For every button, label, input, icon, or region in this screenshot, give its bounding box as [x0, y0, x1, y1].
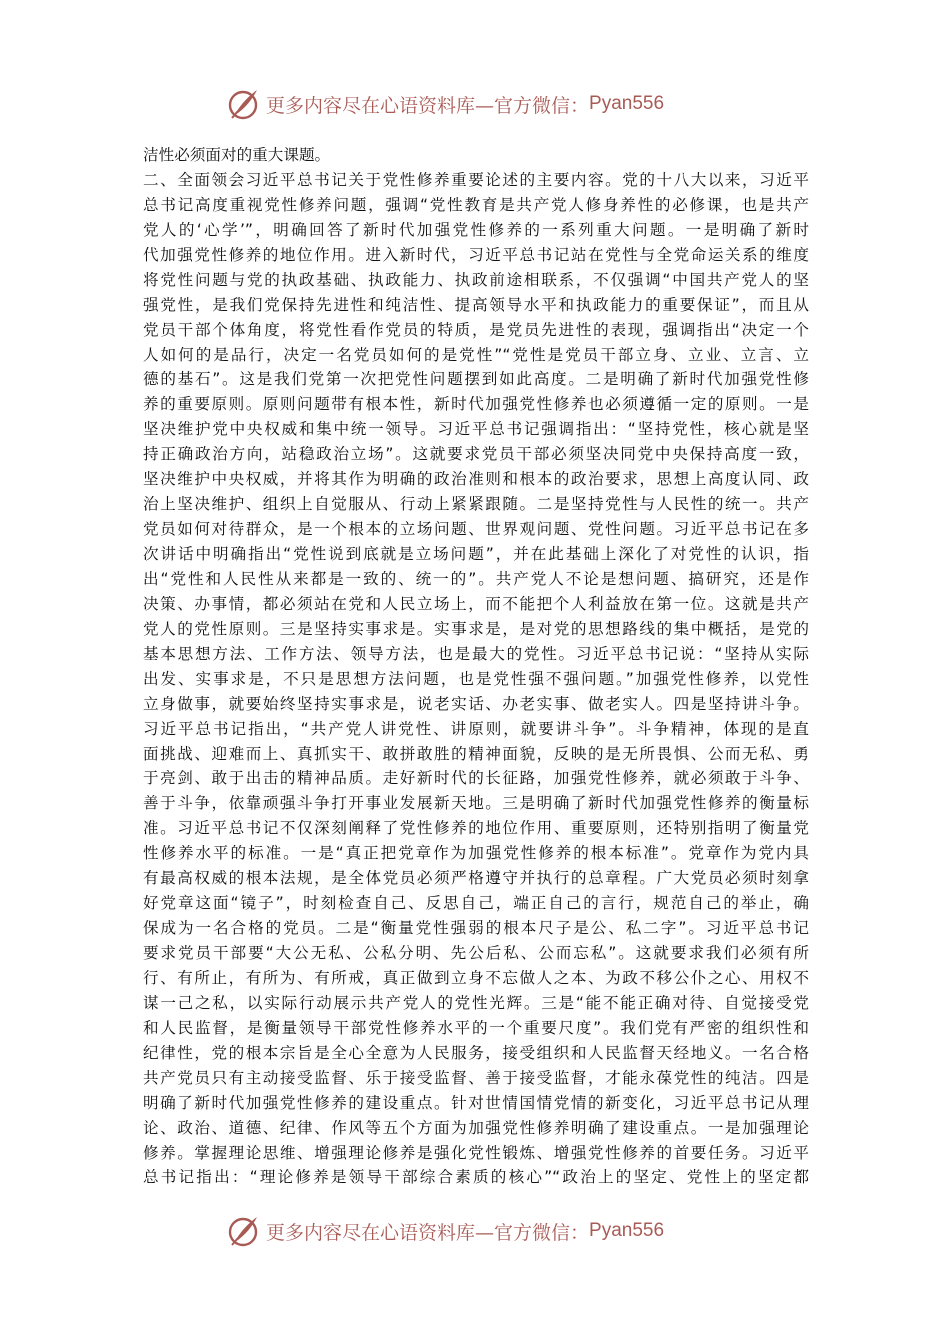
header-wechat-id: Pyan556: [589, 93, 665, 114]
text-line: 治上坚决维护、组织上自觉服从、行动上紧紧跟随。二是坚持党性与人民性的统一。共产: [143, 495, 809, 514]
text-line: 保成为一名合格的党员。二是“衡量党性强弱的根本尺子是公、私二字”。习近平总书记: [143, 919, 809, 938]
document-body: [143, 143, 809, 1190]
text-line: 党员干部个体角度，将党性看作党员的特质，是党员先进性的表现，强调指出“决定一个: [143, 320, 809, 339]
text-line: 决策、办事情，都必须站在党和人民立场上，而不能把个人利益放在第一位。这就是共产: [143, 594, 809, 613]
text-line: 立身做事，就要始终坚持实事求是，说老实话、办老实事、做老实人。四是坚持讲斗争。: [143, 694, 809, 713]
text-line: 论、政治、道德、纪律、作风等五个方面为加强党性修养明确了建设重点。一是加强理论: [143, 1118, 809, 1137]
text-line: 要求党员干部要“大公无私、公私分明、先公后私、公而忘私”。这就要求我们必须有所: [143, 944, 809, 962]
text-line: 准。习近平总书记不仅深刻阐释了党性修养的地位作用、重要原则，还特别指明了衡量党: [143, 819, 809, 838]
text-line: 洁性必须面对的重大课题。: [143, 146, 331, 164]
text-line: 出“党性和人民性从来都是一致的、统一的”。共产党人不论是想问题、搞研究，还是作: [143, 569, 809, 588]
text-line: 性修养水平的标准。一是“真正把党章作为加强党性修养的根本标准”。党章作为党内具: [143, 844, 809, 863]
text-line: 党人的‘心学’”，明确回答了新时代加强党性修养的一系列重大问题。一是明确了新时: [143, 220, 809, 239]
text-line: 总书记高度重视党性修养问题，强调“党性教育是共产党人修身养性的必修课，也是共产: [143, 195, 809, 214]
header-brand-text: 更多内容尽在心语资料库—官方微信：: [266, 94, 590, 117]
footer-wechat-id: Pyan556: [589, 1220, 665, 1241]
text-line: 善于斗争，依靠顽强斗争打开事业发展新天地。三是明确了新时代加强党性修养的衡量标: [143, 794, 809, 813]
text-line: 养的重要原则。原则问题带有根本性，新时代加强党性修养也必须遵循一定的原则。一是: [143, 395, 809, 414]
text-line: 二、全面领会习近平总书记关于党性修养重要论述的主要内容。党的十八大以来，习近平: [143, 170, 809, 189]
text-line: 基本思想方法、工作方法、领导方法，也是最大的党性。习近平总书记说：“坚持从实际: [143, 644, 809, 663]
text-line: 修养。掌握理论思维、增强理论修养是强化党性锻炼、增强党性修养的首要任务。习近平: [143, 1143, 809, 1162]
footer-brand-text: 更多内容尽在心语资料库—官方微信：: [266, 1221, 590, 1244]
text-line: 代加强党性修养的地位作用。进入新时代，习近平总书记站在党性与全党命运关系的维度: [143, 245, 809, 264]
text-line: 人如何的是品行，决定一名党员如何的是党性”“党性是党员干部立身、立业、立言、立: [143, 345, 809, 364]
text-line: 和人民监督，是衡量领导干部党性修养水平的一个重要尺度”。我们党有严密的组织性和: [143, 1018, 809, 1037]
footer-banner: [226, 1211, 726, 1251]
text-line: 总书记指出：“理论修养是领导干部综合素质的核心”“政治上的坚定、党性上的坚定都: [143, 1168, 809, 1187]
text-line: 于亮剑、敢于出击的精神品质。走好新时代的长征路，加强党性修养，就必须敢于斗争、: [143, 769, 809, 788]
text-line: 好党章这面“镜子”，时刻检查自己、反思自己，端正自己的言行，规范自己的举止，确: [143, 894, 809, 913]
text-line: 坚决维护中央权威，并将其作为明确的政治准则和根本的政治要求，思想上高度认同、政: [143, 470, 809, 489]
text-line: 坚决维护党中央权威和集中统一领导。习近平总书记强调指出：“坚持党性，核心就是坚: [143, 420, 809, 439]
text-line: 强党性，是我们党保持先进性和纯洁性、提高领导水平和执政能力的重要保证”，而且从: [143, 295, 809, 314]
text-line: 面挑战、迎难而上、真抓实干、敢拼敢胜的精神面貌，反映的是无所畏惧、公而无私、勇: [143, 744, 809, 763]
text-line: 持正确政治方向，站稳政治立场”。这就要求党员干部必须坚决同党中央保持高度一致，: [143, 445, 809, 464]
text-line: 党员如何对待群众，是一个根本的立场问题、世界观问题、党性问题。习近平总书记在多: [143, 520, 809, 539]
text-line: 纪律性，党的根本宗旨是全心全意为人民服务，接受组织和人民监督天经地义。一名合格: [143, 1043, 809, 1062]
text-line: 习近平总书记指出，“共产党人讲党性、讲原则，就要讲斗争”。斗争精神，体现的是直: [143, 719, 809, 738]
text-line: 次讲话中明确指出“党性说到底就是立场问题”，并在此基础上深化了对党性的认识，指: [143, 545, 809, 563]
text-line: 有最高权威的根本法规，是全体党员必须严格遵守并执行的总章程。广大党员必须时刻拿: [143, 869, 809, 888]
text-line: 将党性问题与党的执政基础、执政能力、执政前途相联系，不仅强调“中国共产党人的坚: [143, 270, 809, 289]
text-line: 出发、实事求是，不只是思想方法问题，也是党性强不强问题。”加强党性修养，以党性: [143, 669, 809, 688]
quill-logo-icon: [226, 1213, 262, 1249]
text-line: 行、有所止，有所为、有所戒，真正做到立身不忘做人之本、为政不移公仆之心、用权不: [143, 968, 809, 987]
header-banner: [226, 84, 726, 124]
quill-logo-icon: [226, 86, 262, 122]
text-line: 德的基石”。这是我们党第一次把党性问题摆到如此高度。二是明确了新时代加强党性修: [143, 370, 809, 389]
text-line: 谋一己之私，以实际行动展示共产党人的党性光辉。三是“能不能正确对待、自觉接受党: [143, 993, 809, 1012]
text-line: 共产党员只有主动接受监督、乐于接受监督、善于接受监督，才能永葆党性的纯洁。四是: [143, 1068, 809, 1087]
text-line: 党人的党性原则。三是坚持实事求是。实事求是，是对党的思想路线的集中概括，是党的: [143, 619, 809, 638]
text-line: 明确了新时代加强党性修养的建设重点。针对世情国情党情的新变化，习近平总书记从理: [143, 1093, 809, 1112]
